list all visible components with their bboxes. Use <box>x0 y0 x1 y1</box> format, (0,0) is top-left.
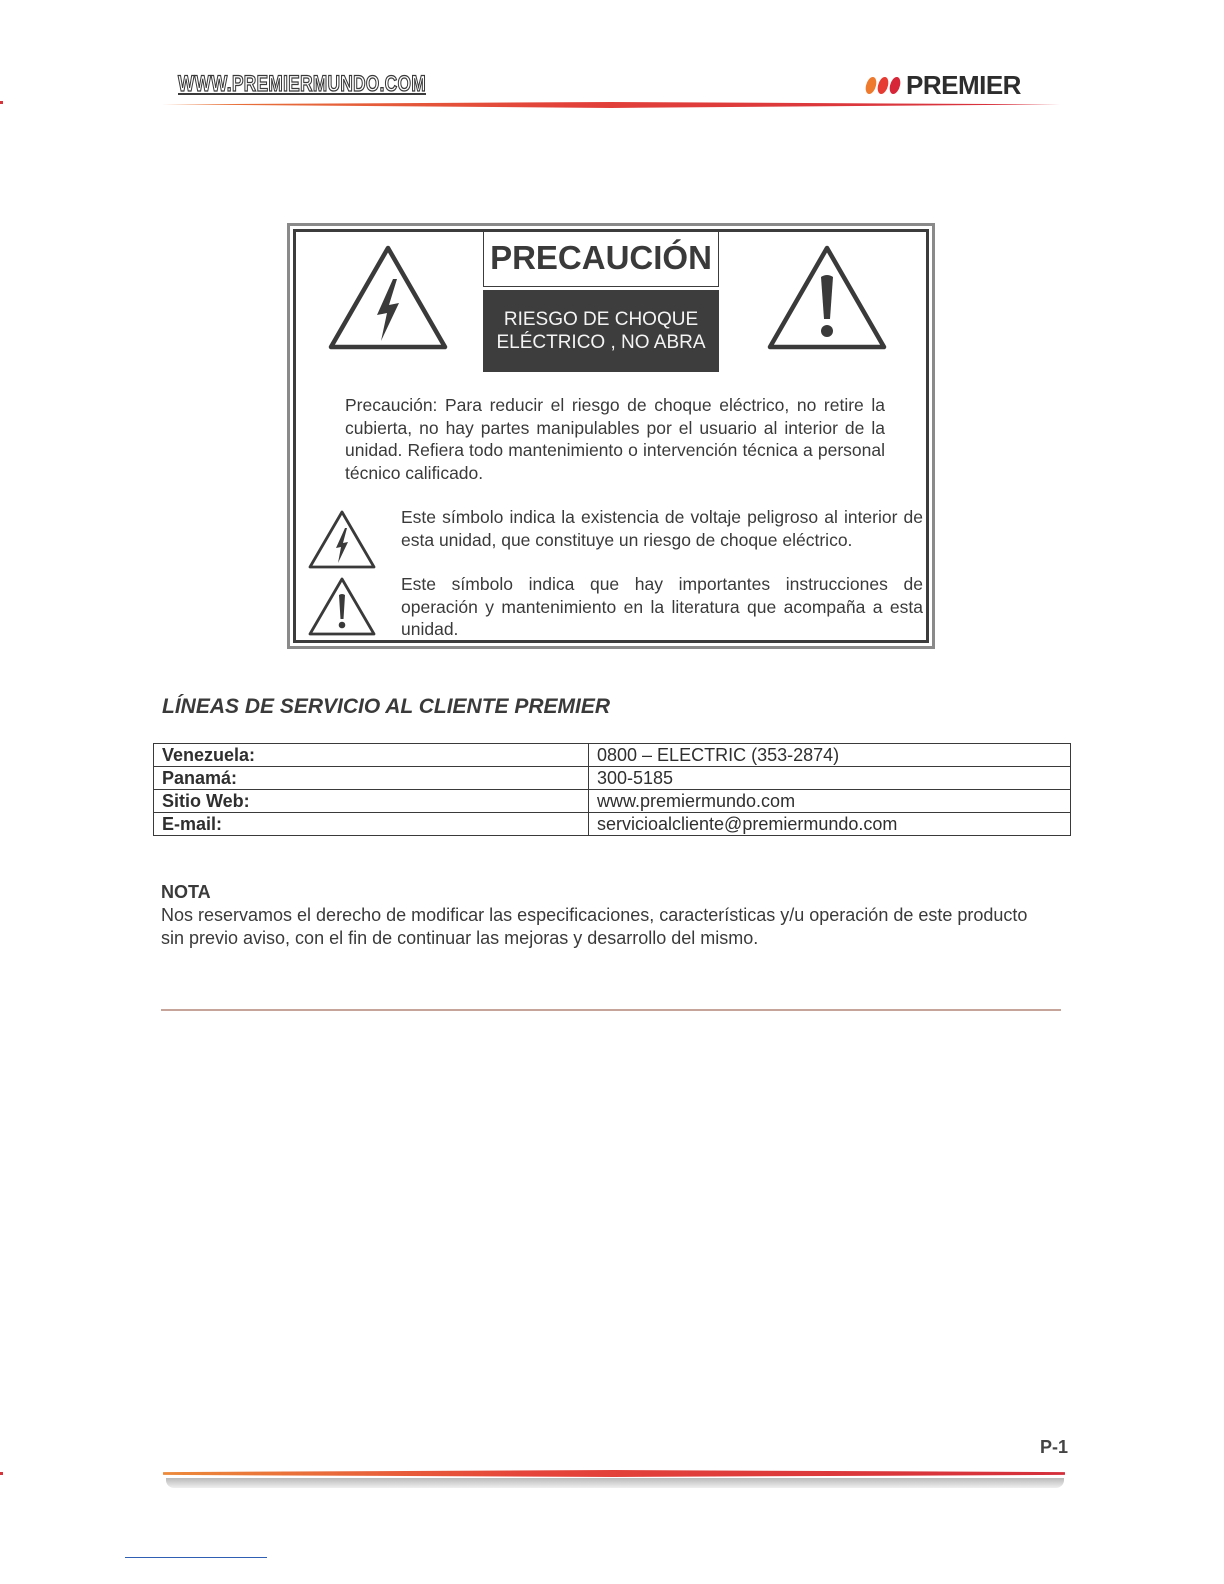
voltage-symbol-text: Este símbolo indica la existencia de voltaje peligroso al interior de esta unidad, que constituye un riesgo de choque eléctrico. <box>401 507 923 550</box>
table-row <box>154 813 1071 836</box>
table-row <box>154 767 1071 790</box>
lightning-warning-icon <box>327 243 449 351</box>
service-value-email[interactable]: servicioalcliente@premiermundo.com <box>589 813 1071 836</box>
brand-name: PREMIER <box>906 69 1021 100</box>
risk-line-2: ELÉCTRICO , NO ABRA <box>496 332 706 353</box>
service-lines-heading: LÍNEAS DE SERVICIO AL CLIENTE PREMIER <box>162 695 611 718</box>
site-url[interactable]: WWW.PREMIERMUNDO.COM <box>178 71 427 96</box>
service-value-panama: 300-5185 <box>589 767 1071 790</box>
note-body: Nos reservamos el derecho de modificar las especificaciones, características y/u operación de este producto sin previo aviso, con el fin de continuar las mejoras y desarrollo del mismo. <box>161 905 1028 948</box>
service-label-venezuela: Venezuela: <box>154 744 589 767</box>
note-title: NOTA <box>161 882 211 902</box>
brand-dots-icon <box>866 77 900 94</box>
section-divider <box>161 1009 1061 1011</box>
footer-rule <box>163 1470 1065 1477</box>
header-rule <box>162 102 1060 108</box>
premier-logo <box>866 70 1021 100</box>
service-label-panama: Panamá: <box>154 767 589 790</box>
service-label-website: Sitio Web: <box>154 790 589 813</box>
bottom-underline <box>125 1557 267 1558</box>
table-row <box>154 744 1071 767</box>
caution-text: Precaución: Para reducir el riesgo de choque eléctrico, no retire la cubierta, no hay partes manipulables por el usuario al interior de la unidad. Refiera todo mantenimiento o intervención técnica a personal técnico calificado. <box>345 395 885 483</box>
service-label-email: E-mail: <box>154 813 589 836</box>
precaucion-title: PRECAUCIÓN <box>483 229 719 287</box>
risk-line-1: RIESGO DE CHOQUE <box>503 309 699 330</box>
footer-rule-shadow <box>166 1478 1064 1488</box>
edge-mark <box>0 101 3 104</box>
brand-dot-1 <box>864 77 878 94</box>
table-row <box>154 790 1071 813</box>
page-number: P-1 <box>1040 1437 1069 1457</box>
service-value-website[interactable]: www.premiermundo.com <box>589 790 1071 813</box>
brand-dot-2 <box>876 77 890 94</box>
small-lightning-icon <box>307 508 377 570</box>
service-table <box>153 743 1071 836</box>
exclamation-warning-icon <box>766 243 888 351</box>
instructions-symbol-text: Este símbolo indica que hay importantes instrucciones de operación y mantenimiento en la literatura que acompaña a esta unidad. <box>401 574 923 639</box>
risk-label <box>483 290 719 372</box>
edge-mark <box>0 1472 3 1475</box>
small-exclamation-icon <box>307 575 377 637</box>
service-value-venezuela: 0800 – ELECTRIC (353-2874) <box>589 744 1071 767</box>
brand-dot-3 <box>888 77 902 94</box>
